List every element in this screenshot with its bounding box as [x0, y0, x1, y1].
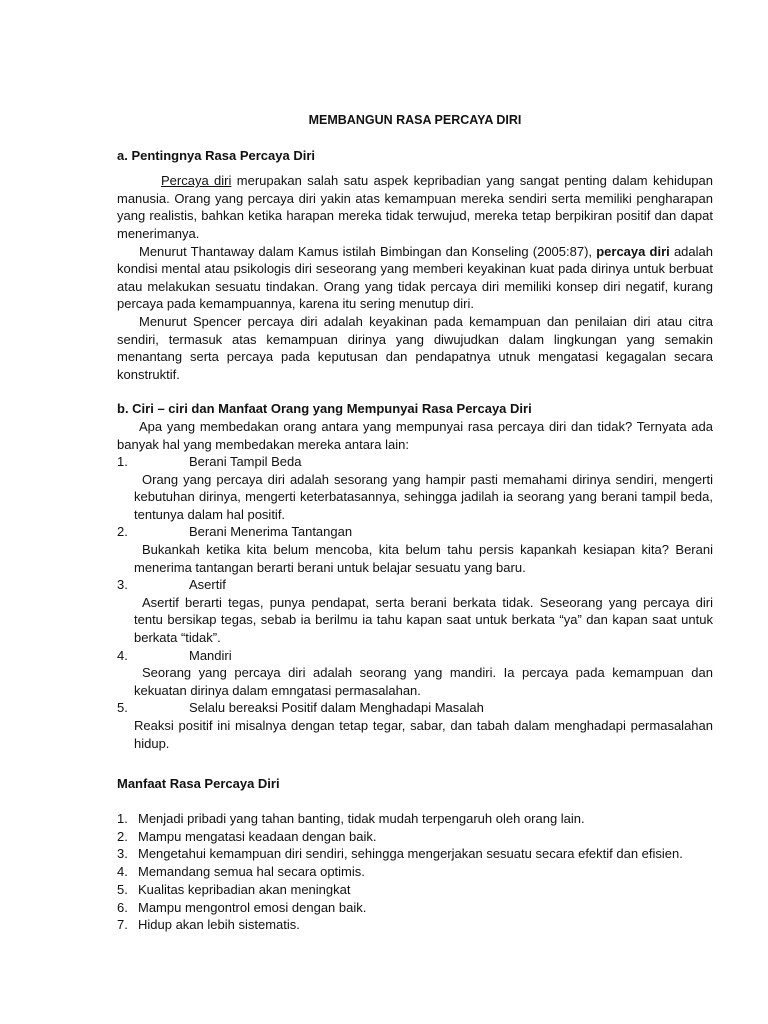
section-a-heading: a. Pentingnya Rasa Percaya Diri: [117, 147, 315, 163]
manfaat-item: 7. Hidup akan lebih sistematis.: [117, 917, 300, 933]
section-a-paragraph-2: Menurut Thantaway dalam Kamus istilah Bimbingan dan Konseling (2005:87), percaya diri adalah kondisi mental atau psikologis diri seseorang yang memberi keyakinan kuat pada dirinya untuk berbuat atau melakukan sesuatu tindakan. Orang yang tidak percaya diri memiliki konsep diri negatif, kurang percaya pada kemampuannya, karena itu sering menutup diri.: [117, 243, 713, 312]
manfaat-item: 3. Mengetahui kemampuan diri sendiri, sehingga mengerjakan sesuatu secara efektif dan efisien.: [117, 846, 683, 862]
manfaat-item: 2. Mampu mengatasi keadaan dengan baik.: [117, 828, 377, 844]
percaya-diri-link[interactable]: Percaya diri: [161, 173, 232, 189]
section-a-paragraph-3: Menurut Spencer percaya diri adalah keyakinan pada kemampuan dan penilaian diri atau citra sendiri, termasuk atas kemampuan dirinya yang diwujudkan dalam lingkungan yang semakin menantang serta percaya pada keputusan dan pendapatnya utnuk mengatasi kegagalan secara konstruktif.: [117, 313, 713, 382]
section-b-intro: Apa yang membedakan orang antara yang mempunyai rasa percaya diri dan tidak? Ternyata ada banyak hal yang membedakan mereka antara lain:: [117, 418, 713, 452]
ciri-item-label: Berani Menerima Tantangan: [189, 524, 353, 540]
manfaat-item: 1. Menjadi pribadi yang tahan banting, tidak mudah terpengaruh oleh orang lain.: [117, 810, 585, 826]
manfaat-item: 6. Mampu mengontrol emosi dengan baik.: [117, 899, 367, 915]
ciri-list: [117, 453, 713, 752]
manfaat-item: 4. Memandang semua hal secara optimis.: [117, 864, 365, 880]
ciri-item-label: Selalu bereaksi Positif dalam Menghadapi Masalah: [189, 700, 484, 716]
manfaat-item: 5. Kualitas kepribadian akan meningkat: [117, 881, 351, 897]
ciri-item-label: Asertif: [189, 577, 226, 593]
section-a-paragraph-1: Percaya diri merupakan salah satu aspek kepribadian yang sangat penting dalam kehidupan manusia. Orang yang percaya diri yakin atas kemampuan mereka sendiri serta memiliki pengharapan yang realistis, bahkan ketika harapan mereka tidak terwujud, mereka tetap berpikiran positif dan dapat menerimanya.: [117, 173, 713, 241]
section-b-heading: b. Ciri – ciri dan Manfaat Orang yang Mempunyai Rasa Percaya Diri: [117, 401, 532, 417]
ciri-item-description: Reaksi positif ini misalnya dengan tetap tegar, sabar, dan tabah dalam menghadapi permasalahan hidup.: [134, 718, 713, 751]
ciri-item-heading: 2. Berani Menerima Tantangan: [117, 524, 353, 540]
document-title: MEMBANGUN RASA PERCAYA DIRI: [308, 113, 522, 127]
ciri-item-label: Mandiri: [189, 647, 232, 663]
ciri-item-description: Orang yang percaya diri adalah sesorang yang hampir pasti memahami dirinya sendiri, mengerti kebutuhan dirinya, mengerti keterbatasannya, sehingga jadilah ia seorang yang berani tampil beda, tentunya dalam hal positif.: [134, 471, 713, 522]
manfaat-heading: Manfaat Rasa Percaya Diri: [117, 776, 280, 792]
ciri-item-heading: 3. Asertif: [117, 577, 226, 593]
ciri-item-heading: 5. Selalu bereaksi Positif dalam Menghadapi Masalah: [117, 700, 484, 716]
document-body: [117, 112, 713, 934]
ciri-item-heading: 4. Mandiri: [117, 647, 232, 663]
manfaat-list: [117, 810, 713, 934]
ciri-item-label: Berani Tampil Beda: [189, 454, 302, 470]
ciri-item-heading: 1. Berani Tampil Beda: [117, 454, 302, 470]
ciri-item-description: Seorang yang percaya diri adalah seorang yang mandiri. Ia percaya pada kemampuan dan kekuatan dirinya dalam emngatasi permasalahan.: [134, 665, 713, 698]
ciri-item-description: Bukankah ketika kita belum mencoba, kita belum tahu persis kapankah kesiapan kita? Berani menerima tantangan berarti berani untuk belajar sesuatu yang baru.: [134, 542, 713, 575]
ciri-item-description: Asertif berarti tegas, punya pendapat, serta berani berkata tidak. Seseorang yang percaya diri tentu bersikap tegas, sebab ia berilmu ia tahu kapan saat untuk berkata “ya” dan kapan saat untuk berkata “tidak”.: [134, 594, 713, 646]
